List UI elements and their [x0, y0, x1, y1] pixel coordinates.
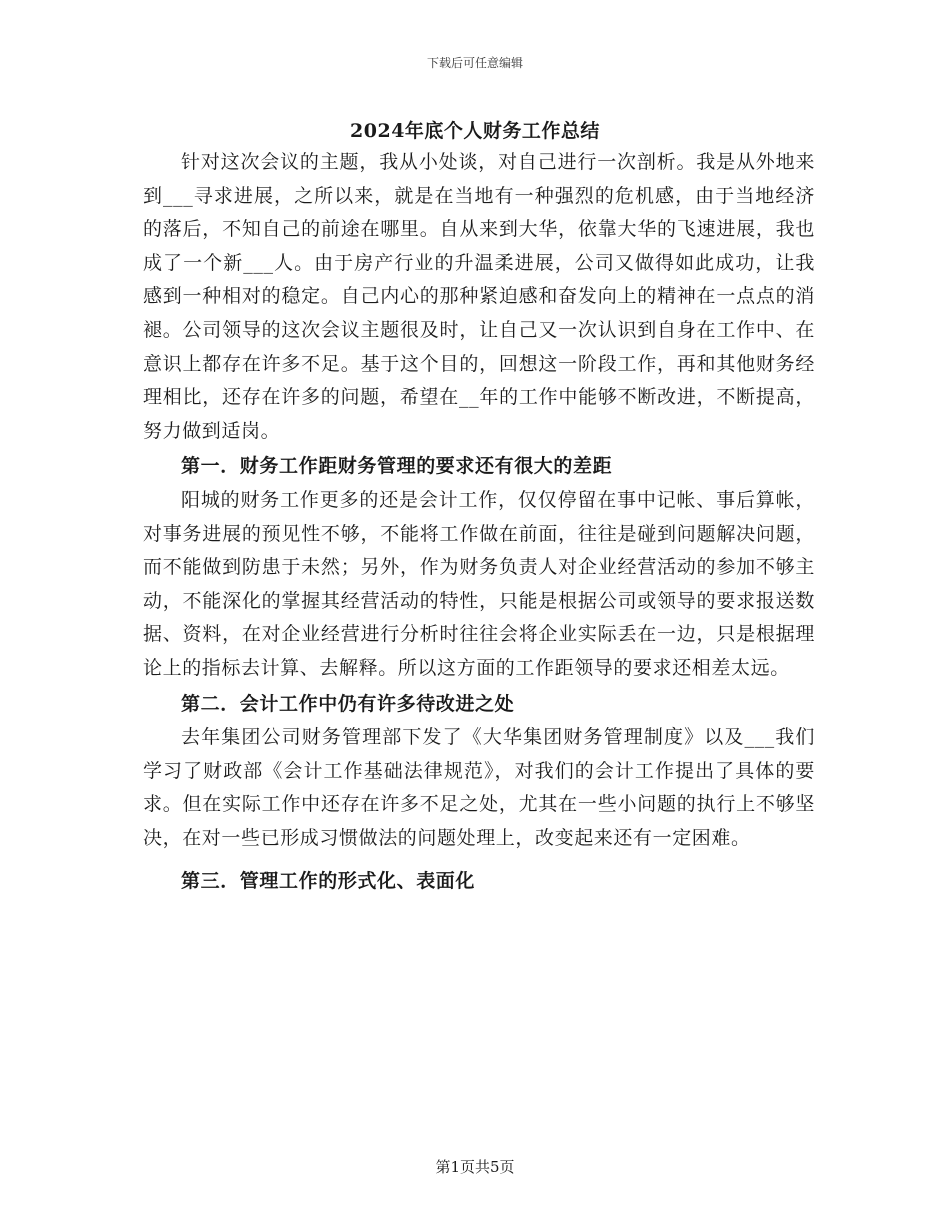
section-heading-1: 第一．财务工作距财务管理的要求还有很大的差距	[181, 455, 613, 478]
document-title: 2024年底个人财务工作总结	[350, 120, 600, 142]
section-heading-3: 第三．管理工作的形式化、表面化	[181, 870, 476, 893]
intro-paragraph: 针对这次会议的主题，我从小处谈，对自己进行一次剖析。我是从外地来到___寻求进展，之所以来，就是在当地有一种强烈的危机感，由于当地经济的落后，不知自己的前途在哪里。自从来到大华，依靠大华的飞速进展，我也成了一个新___人。由于房产行业的升温柔进展，公司又做得如此成功，让我感到一种相对的稳定。自己内心的那种紧迫感和奋发向上的精神在一点点的消褪。公司领导的这次会议主题很及时，让自己又一次认识到自身在工作中、在意识上都存在许多不足。基于这个目的，回想这一阶段工作，再和其他财务经理相比，还存在许多的问题，希望在__年的工作中能够不断改进，不断提高，努力做到适岗。	[143, 151, 815, 442]
section-paragraph-2: 去年集团公司财务管理部下发了《大华集团财务管理制度》以及___我们学习了财政部《会计工作基础法律规范》，对我们的会计工作提出了具体的要求。但在实际工作中还存在许多不足之处，尤其在一些小问题的执行上不够坚决，在对一些已形成习惯做法的问题处理上，改变起来还有一定困难。	[143, 726, 815, 849]
document-body	[143, 146, 815, 899]
section-heading-2: 第二．会计工作中仍有许多待改进之处	[181, 692, 515, 715]
section-paragraph-1: 阳城的财务工作更多的还是会计工作，仅仅停留在事中记帐、事后算帐，对事务进展的预见性不够，不能将工作做在前面，往往是碰到问题解决问题，而不能做到防患于未然；另外，作为财务负责人对企业经营活动的参加不够主动，不能深化的掌握其经营活动的特性，只能是根据公司或领导的要求报送数据、资料，在对企业经营进行分析时往往会将企业实际丢在一边，只是根据理论上的指标去计算、去解释。所以这方面的工作距领导的要求还相差太远。	[143, 488, 815, 679]
page-number-footer: 第1页共5页	[435, 1158, 515, 1176]
header-note: 下载后可任意编辑	[426, 56, 523, 70]
